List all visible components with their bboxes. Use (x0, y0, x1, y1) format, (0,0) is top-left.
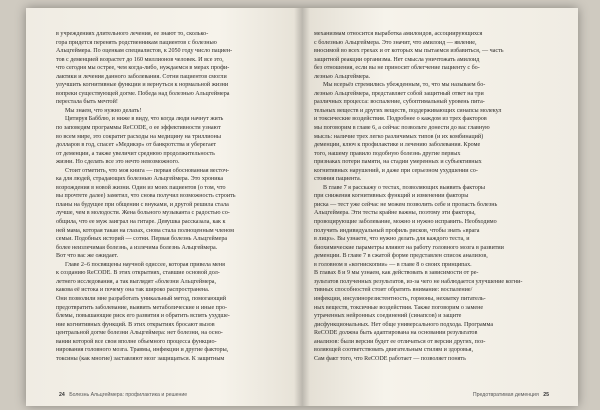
text-line: центральной догме болезни Альцгеймера: нет болезни, на осно- (56, 330, 223, 337)
text-line: различных процесса: воспаление, субоптимальный уровень пита- (314, 99, 485, 106)
right-page-text (314, 30, 552, 363)
text-line: В главе 7 я расскажу о тестах, позволяющих выявить факторы (323, 184, 485, 191)
text-line: общила, что ее муж заиграл на гитаре. Девушка рассказала, как к (56, 219, 226, 226)
text-line: Они позволили мне разработать уникальный метод, помогающий (56, 295, 227, 302)
text-line: планы на будущее при общении с внуками, и другой решила стала (56, 201, 229, 208)
text-line: вании которой все свои вполне объемного процесса функцио- (56, 338, 217, 345)
text-line: вопреки существующей догме. Победа над болезнью Альцгеймера (56, 90, 230, 97)
text-line: риска — тест уже сейчас не можем позволить себе и пропасть болезнь (314, 201, 498, 208)
text-line: по заповедям программы ReCODE, о ее эффективности узнают (56, 125, 221, 132)
left-page-text (56, 30, 292, 363)
text-line: предотвратить заболевание, выявить метаболические и иные про- (56, 304, 228, 311)
text-line: признаках потери памяти, на стадии умеренных и субъективных (314, 159, 482, 166)
text-line: ных веществ, токсичные воздействия. Также поговорим о замене (314, 304, 484, 311)
text-line: с болезнью Альцгеймера. Это значит, что амилоид — явление, (314, 39, 477, 46)
text-line: токсины (как многие) заставляют мозг защищаться. К защитным (56, 355, 225, 362)
text-line: вы прочтете далее) заметил, что снова получил возможность строить (56, 193, 236, 200)
right-page-number: 25 (543, 392, 549, 398)
text-line: лезнью Альцгеймера, представляет собой защитный ответ на три (314, 90, 484, 97)
text-line: без отношения, если вы не приносит облегчение пациенту с бо- (314, 65, 480, 72)
gutter-shadow (294, 8, 302, 406)
left-page (26, 8, 302, 406)
text-line: блемы, повышающие риск его развития и обратить вспять ухудше- (56, 313, 230, 320)
text-line: лучше, чем в молодости. Жена больного музыканта с радостью со- (56, 210, 230, 217)
text-line: тов с деменцией возрастет до 160 миллионов человек. И все это, (56, 56, 224, 63)
text-line: утраченных нейронных соединений (синапсов) и защите (314, 313, 462, 320)
text-line: что сегодня мы острее, чем когда-либо, нуждаемся в мерах профи- (56, 65, 230, 72)
text-line: к созданию ReCODE. В этих открытиях, ставшие основой дол- (56, 270, 220, 277)
left-footer (56, 392, 187, 398)
text-line: деменции. В главе 7 в сжатой форме представлен список анализов, (314, 253, 488, 260)
text-line: какова её истока и почему она так широко распространена. (56, 287, 210, 294)
text-line: летнего исследования, а так выглядят «болезни Альцгеймера, (56, 278, 216, 285)
text-line: Альцгеймера. Эти тесты крайне важны, поэтому эти факторы, (314, 210, 476, 217)
left-page-number: 24 (59, 392, 65, 398)
text-line: вносимой во всех грехах и от которых мы пытаемся избавиться, — часть (314, 48, 504, 55)
text-line: механизмам относится выработка амилоидов, ассоциирующихся (314, 31, 483, 37)
text-line: Цитируя Бабблю, и ниже в виду, что когда люди начнут жить (65, 116, 224, 123)
text-line: когнитивных нарушений, и даже при серьезном ухудшении со- (314, 167, 478, 174)
text-line: дисфункциональных. Нет обще универсального подхода. Программа (314, 321, 494, 328)
text-line: жизни. Но сделать все это нечто невозможного. (56, 159, 180, 166)
text-line: долларов в год, спасет «Медикэр» от банкротства и уберегает (56, 142, 217, 149)
text-line: защитной реакции организма. Нет смысла уничтожать амилоид (314, 56, 480, 63)
text-line: при снижения когнитивных функций и изменении факторы (314, 193, 469, 200)
text-line: Стоит отметить, что моя книга — первая обоснованная весточ- (65, 167, 230, 174)
text-line: Мы знаем, что нужно делать! (65, 107, 142, 114)
text-line: Альцгеймера. По оценкам специалистов, к 2050 году число пациен- (56, 48, 233, 55)
text-line: получить индивидуальный профиль рисков, чтобы знать «врага (314, 227, 480, 234)
text-line: тельных веществ и других веществ, поддерживающих синапсы молекул (314, 107, 502, 114)
text-line: инфекции, инсулинорезистентность, гормоны, нехватку питатель- (314, 295, 486, 302)
text-line: и токсические воздействия. Подробнее о каждом из трех факторов (314, 116, 487, 123)
text-line: нирования головного мозга. Травмы, инфекции и другие факторы, (56, 347, 229, 354)
text-line: биохимические параметры влияют на работу головного мозга в развитии (314, 244, 504, 251)
text-line: В главах 8 и 9 мы узнаем, как действовать в зависимости от ре- (314, 270, 479, 277)
left-running-head: Болезнь Альцгеймера: профилактика и решение (69, 392, 188, 398)
text-line: лезнью Альцгеймера. (314, 73, 371, 80)
text-line: анализов: были версии будет ее отличаться от версии других, поз- (314, 338, 486, 345)
text-line: ка для людей, страдающих болезнью Альцгеймера. Это хроника (56, 176, 224, 183)
text-line: тивных способностей стоит обратить внимание: воспаление/ (314, 287, 473, 294)
text-line: в лицо». Вы узнаете, что нужно делать для каждого теста, и (314, 236, 470, 243)
text-line: ней мама, которая такая на глазах, снова стала полноценным членом (56, 227, 235, 234)
text-line: в учреждениях длительного лечения, ее знают то, сколько- (56, 31, 209, 37)
text-line: воляющей соответствовать двигательным стилям и здоровья, (314, 347, 473, 354)
text-line: Мы всерьёз стремились убежденным, то, что мы называем бо- (323, 82, 486, 89)
text-line: того, нашему правило подобную болезнь другие первых (314, 150, 461, 157)
text-line: во всем мире, это сократит расходы на медицину на триллионы (56, 133, 221, 140)
right-page (302, 8, 578, 406)
text-line: лактики и лечения данного заболевания. Сотни пациентов смогли (56, 73, 227, 80)
book-spread (26, 8, 578, 406)
text-line: гора придется перенять родственникам пациентов с болезнью (56, 39, 217, 46)
gutter-shadow (302, 8, 310, 406)
text-line: улучшить когнитивные функции и вернуться к нормальной жизни (56, 82, 229, 89)
text-line: возрождения в новой жизни. Один из моих пациентов (о том, что (56, 184, 226, 191)
text-line: перестала быть мечтой! (56, 99, 118, 106)
text-line: ние когнитивных функций. В этих открытиях бросают вызов (56, 321, 215, 328)
text-line: Вот что вас же ожидает. (56, 253, 119, 260)
text-line: от деменции, а также увеличит среднюю продолжительность (56, 150, 215, 157)
text-line: более неизлечимая болезнь, а излечима болезнь Альцгеймера. (56, 244, 218, 251)
text-line: в головном в «когнископии» — в главе 8 о своих принципах. (314, 261, 472, 268)
right-footer (473, 392, 552, 398)
text-line: семьи. Подобных историй — сотни. Первая болезнь Альцгеймера (56, 236, 228, 243)
text-line: Главе 2–6 посвящены научной одиссее, которая привела меня (65, 261, 225, 268)
text-line: зультатов полученных результатов, из-за чего не наблюдается улучшение когни- (314, 278, 523, 285)
text-line: мысль: наличие трех легко различимых типов (и их комбинаций) (314, 133, 484, 140)
text-line: деменции, ключ к профилактике и лечению заболевания. Кроме (314, 142, 481, 149)
text-line: мы поговорим в главе 6, а сейчас позвольте донести до вас главную (314, 125, 490, 132)
text-line: стояния пациента. (314, 176, 362, 183)
right-running-head: Предотвратимая деменция (472, 392, 539, 398)
text-line: провоцирующие заболевание, можно и нужно исправить. Необходимо (314, 219, 497, 226)
text-line: ReCODE должна быть адаптирована на основании результатов (314, 330, 478, 337)
text-line: Сам факт того, что ReCODE работает — позволяет понять (314, 355, 466, 362)
